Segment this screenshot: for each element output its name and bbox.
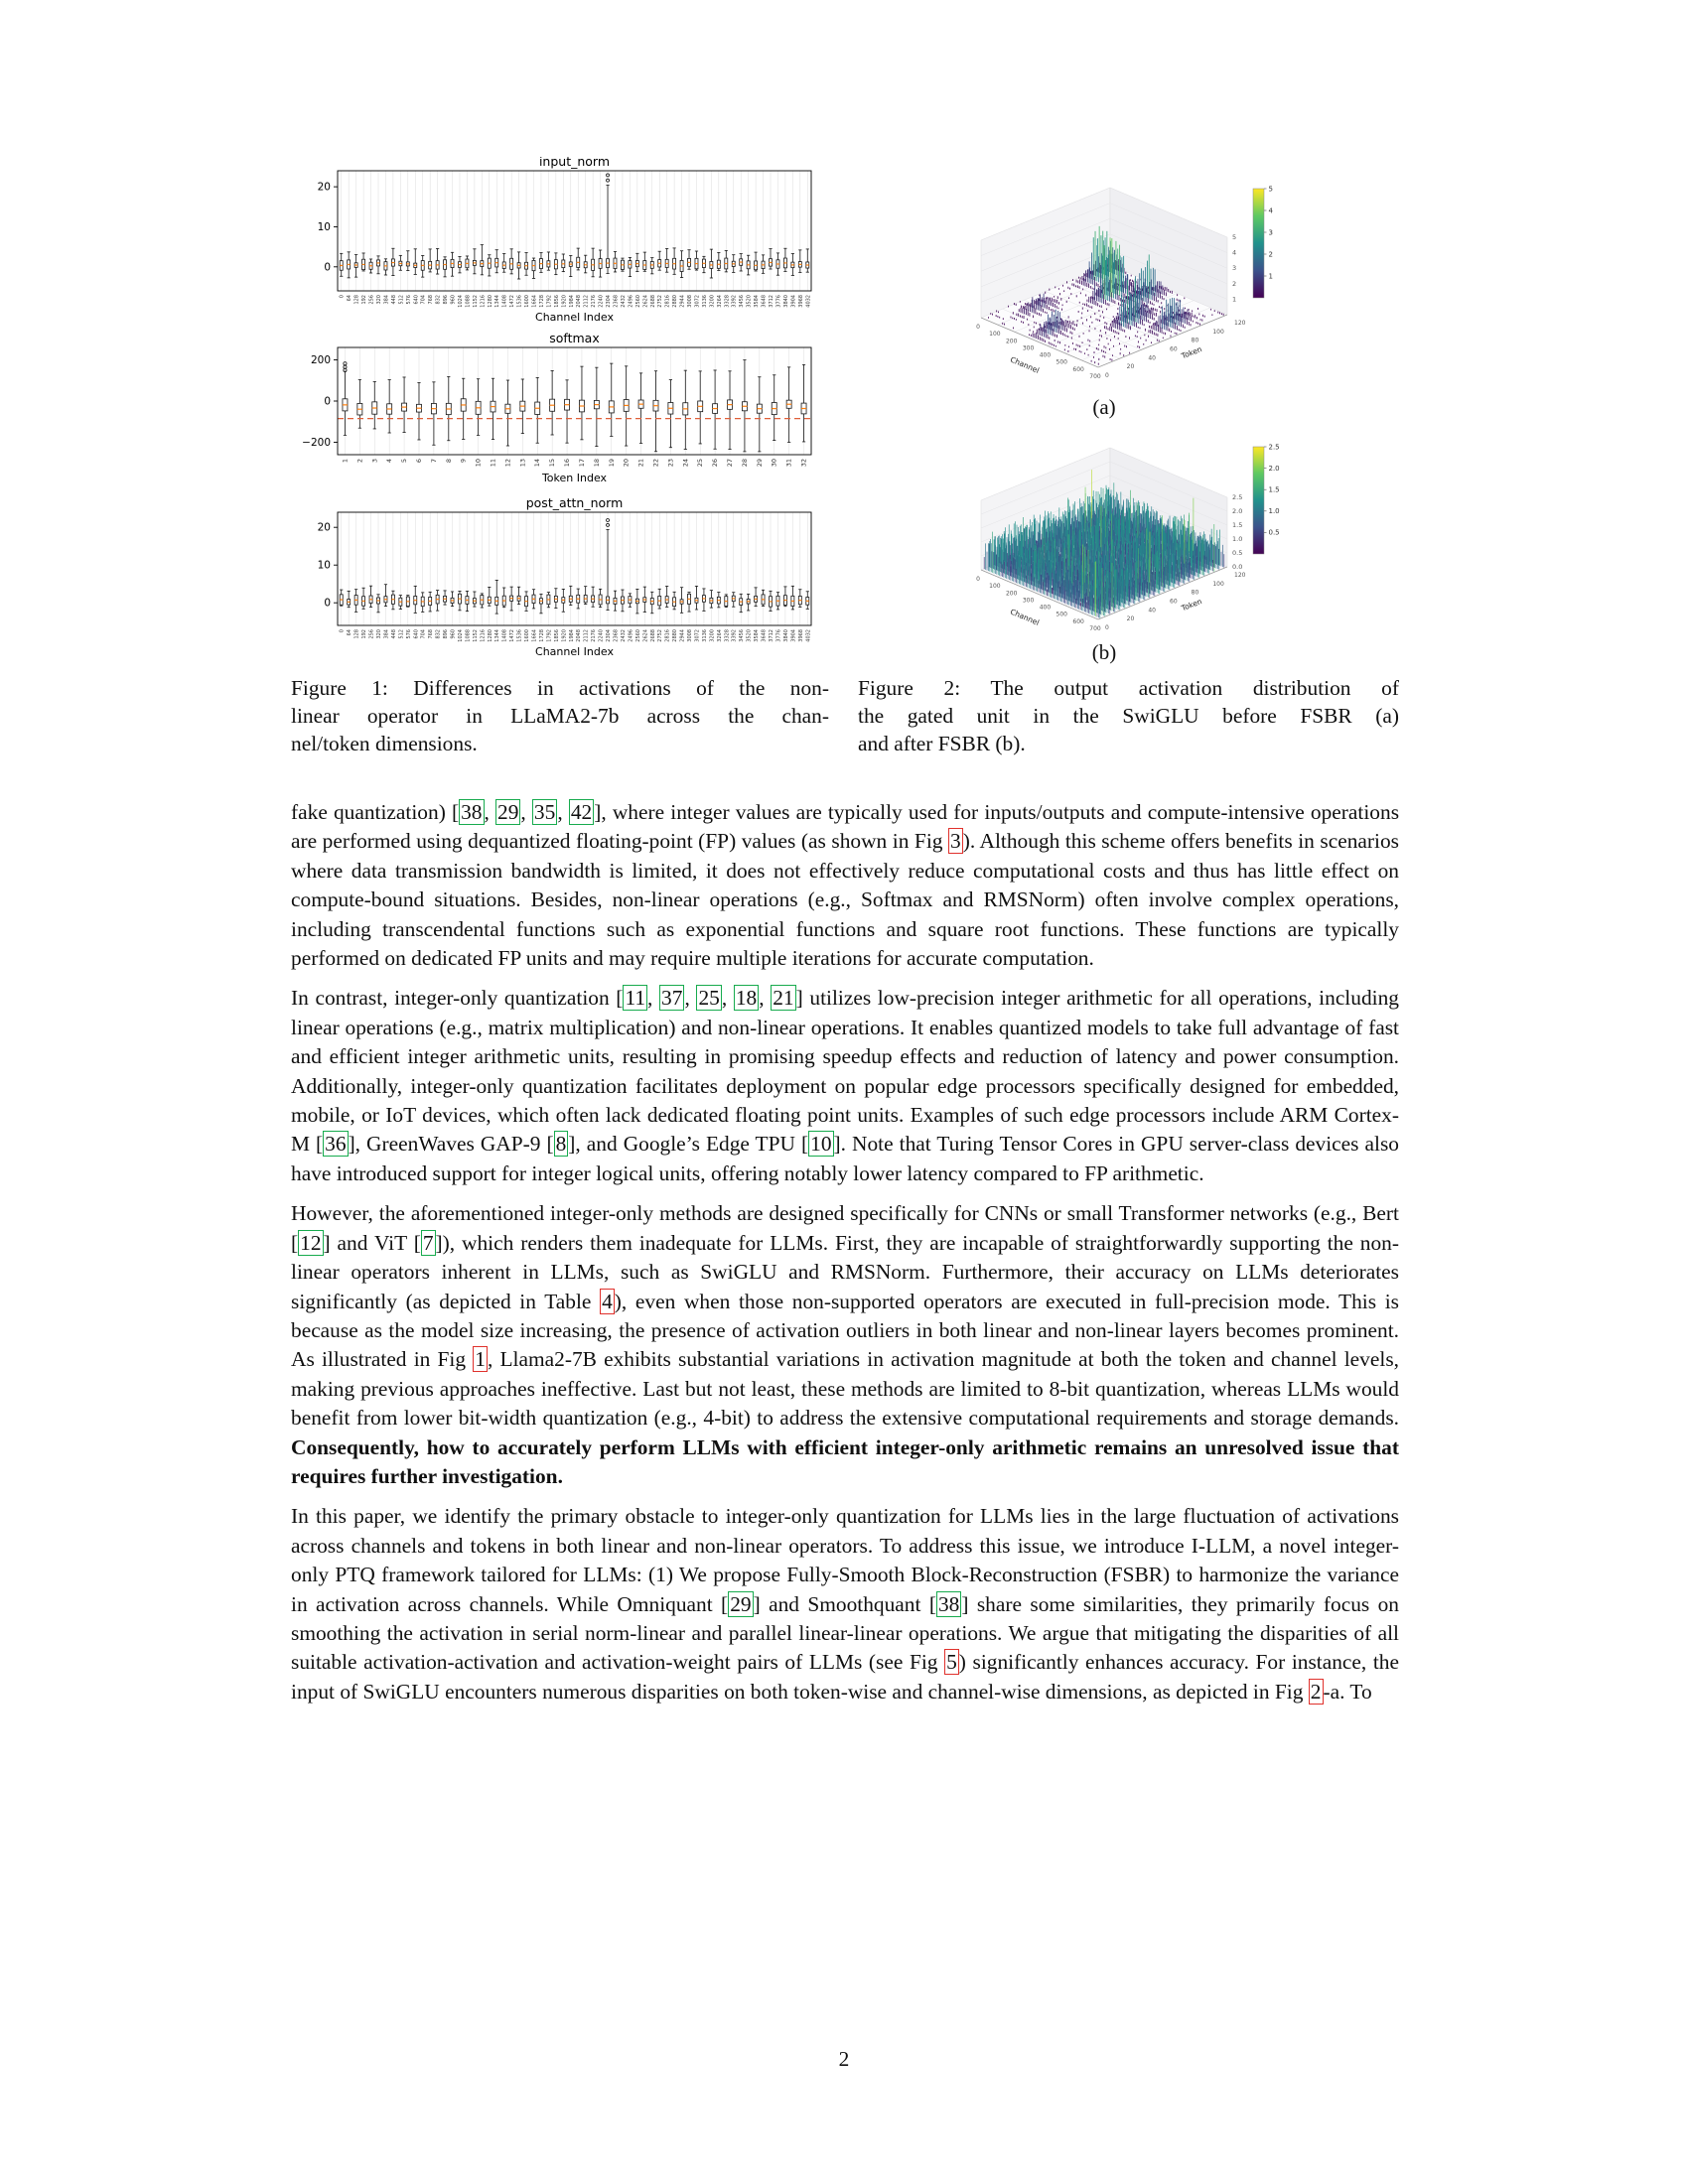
svg-text:6: 6 bbox=[414, 459, 423, 464]
svg-text:4: 4 bbox=[385, 459, 394, 464]
citation-link[interactable]: 8 bbox=[555, 1132, 567, 1157]
svg-text:14: 14 bbox=[533, 459, 542, 468]
svg-text:19: 19 bbox=[607, 459, 616, 468]
svg-text:1.5: 1.5 bbox=[1268, 485, 1280, 494]
svg-text:2880: 2880 bbox=[672, 295, 679, 308]
svg-text:600: 600 bbox=[1072, 365, 1084, 373]
text-segment: ]), which renders them inadequate for LLMs. First, they are incapable of straightforwardly supporting the non-linear operators inherent in LLMs, such as SwiGLU and RMSNorm. Furthermore, their accuracy on LLMs deteriorates significantly (as depicted in Table bbox=[291, 1230, 1399, 1313]
citation-link[interactable]: 12 bbox=[300, 1230, 322, 1255]
svg-text:300: 300 bbox=[1022, 597, 1035, 605]
text-segment: However, the aforementioned integer-only methods are designed specifically for CNNs or small Transformer networks (e.g., Bert [ bbox=[291, 1201, 1399, 1255]
svg-text:1216: 1216 bbox=[480, 295, 487, 308]
svg-text:4032: 4032 bbox=[805, 629, 812, 642]
svg-text:60: 60 bbox=[1170, 345, 1178, 353]
svg-text:2624: 2624 bbox=[642, 629, 649, 642]
figure-ref-link[interactable]: 1 bbox=[475, 1347, 486, 1372]
citation-link[interactable]: 29 bbox=[730, 1591, 752, 1616]
figure-ref-link[interactable]: 4 bbox=[602, 1289, 613, 1313]
text-segment: ] and ViT [ bbox=[323, 1230, 421, 1255]
svg-text:1: 1 bbox=[1268, 272, 1273, 281]
svg-text:10: 10 bbox=[474, 459, 483, 468]
figure1-boxplots bbox=[298, 157, 819, 658]
svg-text:1024: 1024 bbox=[457, 295, 464, 308]
svg-text:2944: 2944 bbox=[679, 629, 686, 642]
svg-text:3904: 3904 bbox=[790, 295, 797, 308]
svg-text:832: 832 bbox=[435, 295, 442, 305]
svg-text:256: 256 bbox=[368, 295, 375, 305]
svg-text:0: 0 bbox=[324, 395, 331, 408]
svg-text:Token: Token bbox=[1180, 597, 1203, 614]
svg-text:2304: 2304 bbox=[606, 295, 613, 308]
svg-text:2: 2 bbox=[355, 459, 364, 464]
svg-text:Channel: Channel bbox=[1009, 607, 1041, 627]
body-paragraph bbox=[291, 984, 1399, 1188]
body-paragraph bbox=[291, 798, 1399, 973]
svg-text:1536: 1536 bbox=[516, 629, 523, 642]
svg-text:3200: 3200 bbox=[709, 295, 716, 308]
citation-link[interactable]: 11 bbox=[625, 986, 646, 1011]
svg-text:2752: 2752 bbox=[657, 629, 664, 642]
svg-text:200: 200 bbox=[1005, 590, 1018, 598]
svg-text:80: 80 bbox=[1191, 589, 1199, 597]
text-segment: ]. Note that Turing Tensor Cores in GPU server-class devices also have introduced support for integer logical units, offering notably lower latency compared to FP arithmetic. bbox=[291, 1132, 1399, 1185]
svg-text:1728: 1728 bbox=[538, 629, 545, 642]
bold-text: Consequently, how to accurately perform LLMs with efficient integer-only arithmetic remains an unresolved issue that requires further investigation. bbox=[291, 1434, 1399, 1488]
svg-text:2816: 2816 bbox=[664, 295, 671, 308]
text-segment: ] share some similarities, they primarily focus on smoothing the activation in serial norm-linear and parallel linear-linear operations. We argue that mitigating the disparities of all suitable activation-activation and activation-weight pairs of LLMs (see Fig bbox=[291, 1591, 1399, 1675]
svg-text:640: 640 bbox=[413, 295, 420, 305]
svg-text:Token: Token bbox=[1180, 344, 1203, 361]
svg-text:700: 700 bbox=[1089, 625, 1101, 632]
text-segment: In this paper, we identify the primary obstacle to integer-only quantization for LLMs lies in the large fluctuation of activations across channels and tokens in both linear and non-linear operators. To address this issue, we introduce I-LLM, a novel integer-only PTQ framework tailored for LLMs: (1) We propose Fully-Smooth Block-Reconstruction (FSBR) to harmonize the variance in activation across channels. While Omniquant [ bbox=[291, 1504, 1399, 1616]
svg-text:1216: 1216 bbox=[480, 629, 487, 642]
svg-text:7: 7 bbox=[429, 459, 438, 464]
svg-text:15: 15 bbox=[548, 459, 557, 468]
svg-text:2496: 2496 bbox=[628, 629, 634, 642]
figure2-surface-b bbox=[953, 421, 1301, 637]
svg-text:1536: 1536 bbox=[516, 295, 523, 308]
svg-text:2.5: 2.5 bbox=[1268, 443, 1280, 452]
svg-text:20: 20 bbox=[317, 181, 331, 194]
svg-text:60: 60 bbox=[1170, 598, 1178, 606]
svg-text:3520: 3520 bbox=[746, 295, 753, 308]
figure2-sublabel-b: (b) bbox=[1091, 640, 1117, 664]
svg-text:2240: 2240 bbox=[598, 295, 605, 308]
svg-text:input_norm: input_norm bbox=[538, 157, 611, 169]
svg-text:3968: 3968 bbox=[797, 629, 804, 642]
svg-text:1664: 1664 bbox=[531, 295, 538, 308]
svg-text:12: 12 bbox=[503, 459, 512, 468]
body-text bbox=[291, 798, 1399, 1717]
svg-text:1152: 1152 bbox=[472, 295, 479, 308]
svg-text:3264: 3264 bbox=[716, 629, 723, 642]
svg-text:896: 896 bbox=[443, 295, 450, 305]
svg-text:1472: 1472 bbox=[509, 629, 516, 642]
svg-text:2048: 2048 bbox=[576, 629, 583, 642]
svg-text:1408: 1408 bbox=[501, 295, 508, 308]
svg-text:post_attn_norm: post_attn_norm bbox=[525, 495, 624, 510]
svg-text:3072: 3072 bbox=[694, 295, 701, 308]
svg-text:1: 1 bbox=[1232, 295, 1237, 304]
svg-text:3584: 3584 bbox=[754, 629, 761, 642]
svg-text:3392: 3392 bbox=[731, 629, 738, 642]
svg-text:200: 200 bbox=[1005, 338, 1018, 345]
svg-text:1920: 1920 bbox=[561, 629, 568, 642]
svg-text:3264: 3264 bbox=[716, 295, 723, 308]
citation-link[interactable]: 18 bbox=[735, 986, 758, 1011]
body-paragraph bbox=[291, 1199, 1399, 1491]
svg-text:2880: 2880 bbox=[672, 629, 679, 642]
svg-text:3712: 3712 bbox=[769, 295, 775, 308]
svg-text:2: 2 bbox=[1232, 279, 1237, 288]
svg-text:26: 26 bbox=[711, 459, 720, 468]
citation-link[interactable]: 38 bbox=[937, 1591, 960, 1616]
svg-text:1.0: 1.0 bbox=[1268, 507, 1280, 516]
text-segment: In contrast, integer-only quantization [ bbox=[291, 986, 624, 1011]
svg-text:3520: 3520 bbox=[746, 629, 753, 642]
svg-text:1856: 1856 bbox=[553, 295, 560, 308]
svg-text:0.5: 0.5 bbox=[1268, 528, 1280, 537]
svg-text:3776: 3776 bbox=[775, 629, 782, 642]
svg-text:320: 320 bbox=[375, 295, 382, 305]
figure-ref-link[interactable]: 5 bbox=[946, 1650, 957, 1675]
svg-text:3456: 3456 bbox=[739, 629, 746, 642]
svg-text:2112: 2112 bbox=[583, 629, 590, 642]
caption-line: linear operator in LLaMA2-7b across the chan- bbox=[291, 704, 829, 728]
svg-text:3904: 3904 bbox=[790, 629, 797, 642]
svg-text:2624: 2624 bbox=[642, 295, 649, 308]
svg-text:2304: 2304 bbox=[606, 629, 613, 642]
svg-text:1.5: 1.5 bbox=[1232, 521, 1243, 529]
svg-text:28: 28 bbox=[740, 459, 749, 468]
svg-text:400: 400 bbox=[1039, 351, 1052, 359]
svg-text:1472: 1472 bbox=[509, 295, 516, 308]
svg-text:3840: 3840 bbox=[782, 629, 789, 642]
svg-text:960: 960 bbox=[450, 629, 457, 639]
svg-text:1280: 1280 bbox=[487, 629, 493, 642]
svg-text:500: 500 bbox=[1055, 611, 1068, 618]
svg-text:3008: 3008 bbox=[687, 629, 694, 642]
svg-text:20: 20 bbox=[1126, 363, 1135, 371]
svg-text:4032: 4032 bbox=[805, 295, 812, 308]
svg-text:2368: 2368 bbox=[613, 295, 620, 308]
svg-text:768: 768 bbox=[428, 629, 435, 639]
svg-text:100: 100 bbox=[1212, 328, 1224, 336]
svg-text:2176: 2176 bbox=[591, 295, 598, 308]
svg-text:32: 32 bbox=[799, 459, 808, 468]
citation-link[interactable]: 21 bbox=[773, 986, 794, 1011]
svg-text:17: 17 bbox=[577, 459, 586, 468]
svg-text:1024: 1024 bbox=[457, 629, 464, 642]
svg-text:512: 512 bbox=[398, 629, 405, 639]
svg-text:100: 100 bbox=[989, 331, 1001, 339]
svg-text:1: 1 bbox=[341, 459, 350, 464]
svg-text:30: 30 bbox=[770, 459, 778, 468]
svg-text:3776: 3776 bbox=[775, 295, 782, 308]
svg-text:5: 5 bbox=[1232, 233, 1237, 241]
svg-text:1280: 1280 bbox=[487, 295, 493, 308]
svg-text:1920: 1920 bbox=[561, 295, 568, 308]
figure2-sublabel-a: (a) bbox=[1092, 395, 1116, 419]
text-segment: ) significantly enhances accuracy. For instance, the input of SwiGLU encounters numerous disparities on both token-wise and channel-wise dimensions, as depicted in Fig bbox=[291, 1650, 1399, 1704]
svg-text:300: 300 bbox=[1022, 344, 1035, 352]
page-number: 2 bbox=[838, 2047, 850, 2071]
text-segment: ), even when those non-supported operators are executed in full-precision mode. This is because as the model size increasing, the presence of activation outliers in both linear and non-linear layers becomes prominent. As illustrated in Fig bbox=[291, 1289, 1399, 1372]
svg-text:400: 400 bbox=[1039, 604, 1052, 612]
svg-text:576: 576 bbox=[405, 629, 412, 639]
figure-ref-link[interactable]: 3 bbox=[950, 829, 961, 854]
svg-text:softmax: softmax bbox=[549, 331, 600, 345]
svg-text:100: 100 bbox=[989, 583, 1001, 591]
svg-text:1088: 1088 bbox=[465, 295, 472, 308]
citation-link[interactable]: 35 bbox=[533, 800, 556, 824]
svg-text:3: 3 bbox=[1232, 264, 1237, 273]
svg-text:10: 10 bbox=[317, 220, 331, 233]
svg-text:2240: 2240 bbox=[598, 629, 605, 642]
svg-text:192: 192 bbox=[361, 295, 368, 305]
svg-text:4: 4 bbox=[1268, 206, 1273, 215]
citation-link[interactable]: 36 bbox=[325, 1132, 347, 1157]
svg-text:21: 21 bbox=[636, 459, 645, 468]
svg-text:27: 27 bbox=[726, 459, 735, 468]
svg-text:100: 100 bbox=[1212, 580, 1224, 588]
svg-text:Channel Index: Channel Index bbox=[535, 645, 614, 658]
svg-text:Channel Index: Channel Index bbox=[535, 311, 614, 324]
svg-text:2816: 2816 bbox=[664, 629, 671, 642]
svg-text:0: 0 bbox=[1105, 372, 1109, 379]
svg-text:22: 22 bbox=[651, 459, 660, 468]
svg-text:576: 576 bbox=[405, 295, 412, 305]
text-segment: , bbox=[684, 986, 697, 1011]
svg-text:−200: −200 bbox=[302, 437, 331, 450]
text-segment: ] and Smoothquant [ bbox=[753, 1591, 936, 1616]
text-segment: , bbox=[557, 800, 569, 824]
svg-text:3328: 3328 bbox=[724, 295, 731, 308]
svg-text:2432: 2432 bbox=[620, 295, 627, 308]
svg-text:4: 4 bbox=[1232, 248, 1237, 257]
svg-text:3712: 3712 bbox=[769, 629, 775, 642]
svg-text:10: 10 bbox=[317, 559, 331, 572]
svg-text:1664: 1664 bbox=[531, 629, 538, 642]
svg-text:31: 31 bbox=[784, 459, 793, 468]
svg-text:25: 25 bbox=[696, 459, 705, 468]
svg-text:1984: 1984 bbox=[568, 629, 575, 642]
svg-text:0: 0 bbox=[324, 261, 331, 274]
svg-text:3200: 3200 bbox=[709, 629, 716, 642]
text-segment: , bbox=[520, 800, 532, 824]
svg-text:40: 40 bbox=[1148, 354, 1156, 362]
svg-text:500: 500 bbox=[1055, 358, 1068, 366]
text-segment: ], GreenWaves GAP-9 [ bbox=[348, 1132, 554, 1157]
svg-text:2944: 2944 bbox=[679, 295, 686, 308]
svg-text:2560: 2560 bbox=[634, 629, 641, 642]
svg-text:1088: 1088 bbox=[465, 629, 472, 642]
svg-text:20: 20 bbox=[317, 521, 331, 534]
citation-link[interactable]: 10 bbox=[810, 1132, 832, 1157]
svg-text:Token Index: Token Index bbox=[541, 472, 608, 484]
svg-text:1344: 1344 bbox=[494, 295, 501, 308]
text-segment: , bbox=[721, 986, 734, 1011]
svg-text:16: 16 bbox=[563, 459, 572, 468]
svg-text:768: 768 bbox=[428, 295, 435, 305]
svg-text:0.5: 0.5 bbox=[1232, 549, 1243, 557]
svg-text:128: 128 bbox=[353, 629, 360, 639]
svg-text:9: 9 bbox=[459, 459, 468, 464]
svg-text:29: 29 bbox=[755, 459, 764, 468]
svg-text:704: 704 bbox=[420, 295, 427, 305]
svg-text:1728: 1728 bbox=[538, 295, 545, 308]
svg-text:960: 960 bbox=[450, 295, 457, 305]
svg-text:64: 64 bbox=[347, 629, 353, 636]
svg-text:1856: 1856 bbox=[553, 629, 560, 642]
svg-text:600: 600 bbox=[1072, 617, 1084, 625]
svg-text:1600: 1600 bbox=[524, 629, 531, 642]
svg-text:20: 20 bbox=[622, 459, 631, 468]
svg-text:2432: 2432 bbox=[620, 629, 627, 642]
caption-line: nel/token dimensions. bbox=[291, 732, 478, 755]
text-segment: fake quantization) [ bbox=[291, 800, 460, 824]
text-segment: , bbox=[647, 986, 660, 1011]
text-segment: , Llama2-7B exhibits substantial variations in activation magnitude at both the token and channel levels, making previous approaches ineffective. Last but not least, these methods are limited to 8-bit quantization, whereas LLMs would benefit from lower bit-width quantization (e.g., 4-bit) to address the extensive computational requirements and storage demands. bbox=[291, 1347, 1399, 1431]
citation-link[interactable]: 42 bbox=[570, 800, 593, 824]
svg-text:13: 13 bbox=[518, 459, 527, 468]
svg-text:2176: 2176 bbox=[591, 629, 598, 642]
svg-text:384: 384 bbox=[383, 629, 390, 639]
svg-text:128: 128 bbox=[353, 295, 360, 305]
svg-text:3328: 3328 bbox=[724, 629, 731, 642]
text-segment: ], where integer values are typically used for inputs/outputs and compute-intensive operations are performed using dequantized floating-point (FP) values (as shown in Fig bbox=[291, 800, 1400, 854]
svg-text:2.5: 2.5 bbox=[1232, 493, 1243, 501]
svg-text:3648: 3648 bbox=[761, 295, 768, 308]
svg-text:704: 704 bbox=[420, 629, 427, 639]
svg-text:2.0: 2.0 bbox=[1268, 464, 1280, 473]
svg-text:3136: 3136 bbox=[701, 295, 708, 308]
svg-text:1344: 1344 bbox=[494, 629, 501, 642]
caption-line: Figure 2: The output activation distribution of bbox=[858, 676, 1399, 700]
svg-text:1600: 1600 bbox=[524, 295, 531, 308]
svg-text:3392: 3392 bbox=[731, 295, 738, 308]
caption-line: and after FSBR (b). bbox=[858, 732, 1026, 755]
svg-text:3008: 3008 bbox=[687, 295, 694, 308]
svg-text:11: 11 bbox=[489, 459, 497, 468]
svg-text:200: 200 bbox=[310, 353, 331, 366]
svg-text:5: 5 bbox=[1268, 185, 1273, 194]
svg-text:1152: 1152 bbox=[472, 629, 479, 642]
svg-text:3456: 3456 bbox=[739, 295, 746, 308]
svg-text:3648: 3648 bbox=[761, 629, 768, 642]
svg-text:2.0: 2.0 bbox=[1232, 507, 1243, 515]
svg-text:320: 320 bbox=[375, 629, 382, 639]
svg-text:3: 3 bbox=[1268, 228, 1273, 237]
svg-text:384: 384 bbox=[383, 295, 390, 305]
svg-text:1.0: 1.0 bbox=[1232, 535, 1243, 543]
svg-text:1408: 1408 bbox=[501, 629, 508, 642]
svg-text:3072: 3072 bbox=[694, 629, 701, 642]
text-segment: ). Although this scheme offers benefits in scenarios where data transmission bandwidth is limited, it does not effectively reduce computational costs and thus has little effect on compute-bound situations. Besides, non-linear operations (e.g., Softmax and RMSNorm) often involve complex operations, including transcendental functions such as exponential functions and square root functions. These functions are typically performed on dedicated FP units and may require multiple iterations for accurate computation. bbox=[291, 829, 1399, 971]
svg-text:64: 64 bbox=[347, 295, 353, 302]
svg-text:23: 23 bbox=[666, 459, 675, 468]
svg-text:2048: 2048 bbox=[576, 295, 583, 308]
svg-text:0: 0 bbox=[976, 576, 980, 583]
figure2-caption bbox=[858, 674, 1399, 757]
caption-line: the gated unit in the SwiGLU before FSBR (a) bbox=[858, 704, 1399, 728]
figure2-surface-a bbox=[953, 159, 1301, 395]
svg-text:3840: 3840 bbox=[782, 295, 789, 308]
svg-text:0: 0 bbox=[339, 295, 346, 299]
text-segment: ], and Google’s Edge TPU [ bbox=[568, 1132, 809, 1157]
svg-text:2368: 2368 bbox=[613, 629, 620, 642]
figure-ref-link[interactable]: 2 bbox=[1310, 1679, 1322, 1704]
svg-text:2496: 2496 bbox=[628, 295, 634, 308]
svg-text:448: 448 bbox=[390, 295, 397, 305]
svg-text:3136: 3136 bbox=[701, 629, 708, 642]
svg-text:24: 24 bbox=[681, 459, 690, 468]
svg-text:700: 700 bbox=[1089, 373, 1101, 380]
text-segment: , bbox=[484, 800, 496, 824]
body-paragraph bbox=[291, 1502, 1399, 1706]
svg-text:1792: 1792 bbox=[546, 295, 553, 308]
svg-text:2688: 2688 bbox=[649, 295, 656, 308]
svg-text:0.0: 0.0 bbox=[1232, 563, 1243, 571]
svg-text:0: 0 bbox=[339, 629, 346, 633]
svg-text:18: 18 bbox=[592, 459, 601, 468]
figure1-caption bbox=[291, 674, 829, 757]
svg-text:120: 120 bbox=[1234, 572, 1246, 579]
citation-link[interactable]: 25 bbox=[698, 986, 720, 1011]
svg-text:512: 512 bbox=[398, 295, 405, 305]
svg-text:3584: 3584 bbox=[754, 295, 761, 308]
svg-text:80: 80 bbox=[1191, 337, 1199, 344]
citation-link[interactable]: 38 bbox=[461, 800, 483, 824]
svg-text:3: 3 bbox=[370, 459, 379, 464]
svg-text:448: 448 bbox=[390, 629, 397, 639]
citation-link[interactable]: 37 bbox=[661, 986, 683, 1011]
svg-text:40: 40 bbox=[1148, 607, 1156, 614]
svg-text:192: 192 bbox=[361, 629, 368, 639]
svg-text:120: 120 bbox=[1234, 320, 1246, 327]
text-segment: , bbox=[759, 986, 772, 1011]
svg-text:Channel: Channel bbox=[1009, 354, 1041, 375]
citation-link[interactable]: 7 bbox=[422, 1230, 434, 1255]
text-segment: -a. To bbox=[1323, 1679, 1372, 1704]
svg-text:2560: 2560 bbox=[634, 295, 641, 308]
svg-text:2752: 2752 bbox=[657, 295, 664, 308]
text-segment: ] utilizes low-precision integer arithmetic for all operations, including linear operations (e.g., matrix multiplication) and non-linear operations. It enables quantized models to take full advantage of fast and efficient integer arithmetic units, resulting in promising speedup effects and reduction of latency and power consumption. Additionally, integer-only quantization facilitates deployment on popular edge processors specifically designed for embedded, mobile, or IoT devices, which often lack dedicated floating point units. Examples of such edge processors include ARM Cortex-M [ bbox=[291, 986, 1399, 1157]
svg-text:0: 0 bbox=[324, 597, 331, 610]
svg-text:8: 8 bbox=[444, 459, 453, 464]
svg-text:20: 20 bbox=[1126, 615, 1135, 623]
svg-text:2: 2 bbox=[1268, 250, 1273, 259]
svg-text:1792: 1792 bbox=[546, 629, 553, 642]
svg-text:0: 0 bbox=[1105, 624, 1109, 631]
svg-text:2688: 2688 bbox=[649, 629, 656, 642]
svg-text:832: 832 bbox=[435, 629, 442, 639]
svg-text:896: 896 bbox=[443, 629, 450, 639]
svg-text:0: 0 bbox=[976, 324, 980, 331]
citation-link[interactable]: 29 bbox=[497, 800, 519, 824]
caption-line: Figure 1: Differences in activations of the non- bbox=[291, 676, 829, 700]
svg-text:2112: 2112 bbox=[583, 295, 590, 308]
svg-text:5: 5 bbox=[400, 459, 409, 464]
svg-text:640: 640 bbox=[413, 629, 420, 639]
svg-text:256: 256 bbox=[368, 629, 375, 639]
svg-text:1984: 1984 bbox=[568, 295, 575, 308]
svg-text:3968: 3968 bbox=[797, 295, 804, 308]
